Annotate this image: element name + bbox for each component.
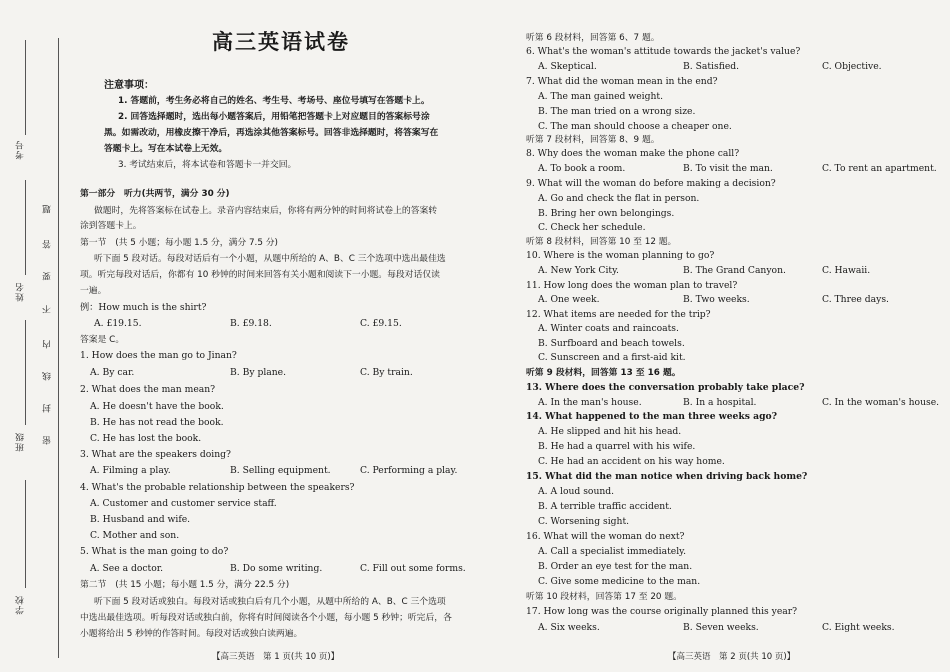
seal-char: 线 <box>43 372 53 381</box>
option: A. The man gained weight. <box>538 91 664 102</box>
question-7: 7. What did the woman mean in the end? <box>526 76 718 87</box>
question-10: 10. Where is the woman planning to go? <box>526 250 715 261</box>
footer-right: 【高三英语 第 2 页(共 10 页)】 <box>668 652 796 662</box>
option: B. Two weeks. <box>683 294 750 305</box>
option: C. Give some medicine to the man. <box>538 576 701 587</box>
option: B. Seven weeks. <box>683 622 759 633</box>
question-16: 16. What will the woman do next? <box>526 531 685 542</box>
sec2-intro: 听下面 5 段对话或独白。每段对话或独白后有几个小题，从题中所给的 A、B、C 三个选项 <box>94 597 446 607</box>
part1-heading: 第一部分 听力(共两节，满分 30 分) <box>80 189 230 199</box>
option: A. He doesn't have the book. <box>90 401 224 412</box>
example-question: 例：How much is the shirt? <box>80 302 207 313</box>
option: C. Performing a play. <box>360 465 458 476</box>
question-2: 2. What does the man mean? <box>80 384 216 395</box>
option: C. Objective. <box>822 61 882 72</box>
sec2-intro: 小题将给出 5 秒钟的作答时间。每段对话或独白读两遍。 <box>80 629 303 639</box>
option: C. Fill out some forms. <box>360 563 466 574</box>
option: B. Do some writing. <box>230 563 323 574</box>
notice-line: 答题卡上。写在本试卷上无效。 <box>104 144 228 154</box>
footer-left: 【高三英语 第 1 页(共 10 页)】 <box>212 652 340 662</box>
option: B. In a hospital. <box>683 397 757 408</box>
option: C. Check her schedule. <box>538 222 646 233</box>
example-answer: 答案是 C。 <box>80 335 125 345</box>
question-6: 6. What's the woman's attitude towards the jacket's value? <box>526 46 801 57</box>
question-15: 15. What did the man notice when driving back home? <box>526 471 808 482</box>
page-title: 高三英语试卷 <box>212 30 350 54</box>
option: A. Six weeks. <box>538 622 600 633</box>
option: C. Worsening sight. <box>538 516 630 527</box>
notice-line: 黑。如需改动，用橡皮擦干净后，再选涂其他答案标号。回答非选择题时，将答案写在 <box>104 128 439 138</box>
seal-char: 封 <box>43 404 53 413</box>
option: B. Bring her own belongings. <box>538 208 675 219</box>
option: A. Call a specialist immediately. <box>538 546 687 557</box>
sec1-intro: 听下面 5 段对话。每段对话后有一个小题，从题中所给的 A、B、C 三个选项中选出最佳选 <box>94 254 446 264</box>
material-heading: 听第 7 段材料，回答第 8、9 题。 <box>526 135 660 145</box>
option: C. He had an accident on his way home. <box>538 456 725 467</box>
option: B. A terrible traffic accident. <box>538 501 672 512</box>
option: A. To book a room. <box>538 163 626 174</box>
option: C. Hawaii. <box>822 265 871 276</box>
question-3: 3. What are the speakers doing? <box>80 449 231 460</box>
option: C. Three days. <box>822 294 889 305</box>
option: C. To rent an apartment. <box>822 163 937 174</box>
xingming-blank <box>25 180 26 275</box>
seal-char: 题 <box>43 205 53 214</box>
notice-line: 1. 答题前，考生务必将自己的姓名、考生号、考场号、座位号填写在答题卡上。 <box>118 96 430 106</box>
example-option: A. £19.15. <box>94 318 142 329</box>
option: A. See a doctor. <box>90 563 164 574</box>
option: A. A loud sound. <box>538 486 615 497</box>
label-kaohao: 考号 <box>16 140 26 160</box>
seal-char: 要 <box>43 272 53 281</box>
sec1-heading: 第一节 (共 5 小题；每小题 1.5 分，满分 7.5 分) <box>80 238 278 248</box>
example-option: C. £9.15. <box>360 318 402 329</box>
question-13: 13. Where does the conversation probably take place? <box>526 382 805 393</box>
option: B. Order an eye test for the man. <box>538 561 693 572</box>
label-xingming: 姓名 <box>16 282 26 302</box>
question-12: 12. What items are needed for the trip? <box>526 309 711 320</box>
option: C. The man should choose a cheaper one. <box>538 121 732 132</box>
sec2-heading: 第二节 (共 15 小题；每小题 1.5 分，满分 22.5 分) <box>80 580 290 590</box>
question-5: 5. What is the man going to do? <box>80 546 229 557</box>
option: C. He has lost the book. <box>90 433 202 444</box>
seal-char: 不 <box>43 305 53 314</box>
question-4: 4. What's the probable relationship between the speakers? <box>80 482 355 493</box>
option: B. He had a quarrel with his wife. <box>538 441 696 452</box>
option: A. One week. <box>538 294 600 305</box>
seal-char: 密 <box>43 436 53 445</box>
seal-char: 答 <box>43 240 53 249</box>
option: A. Skeptical. <box>538 61 597 72</box>
question-8: 8. Why does the woman make the phone call? <box>526 148 740 159</box>
option: B. He has not read the book. <box>90 417 224 428</box>
option: B. By plane. <box>230 367 287 378</box>
option: B. Selling equipment. <box>230 465 331 476</box>
label-xuexiao: 学校 <box>16 595 26 615</box>
question-14: 14. What happened to the man three weeks ago? <box>526 411 778 422</box>
option: A. He slipped and hit his head. <box>538 426 682 437</box>
sec1-intro: 一遍。 <box>80 286 107 296</box>
binding-margin <box>0 0 72 672</box>
question-9: 9. What will the woman do before making a decision? <box>526 178 776 189</box>
part1-intro: 涂到答题卡上。 <box>80 221 142 231</box>
option: A. In the man's house. <box>538 397 642 408</box>
option: C. Eight weeks. <box>822 622 895 633</box>
option: A. Customer and customer service staff. <box>90 498 277 509</box>
option: A. By car. <box>90 367 135 378</box>
notice-heading: 注意事项： <box>104 80 154 91</box>
option: B. Satisfied. <box>683 61 740 72</box>
notice-line: 2. 回答选择题时，选出每小题答案后，用铅笔把答题卡上对应题目的答案标号涂 <box>118 112 430 122</box>
material-heading: 听第 8 段材料，回答第 10 至 12 题。 <box>526 237 677 247</box>
option: C. Mother and son. <box>90 530 180 541</box>
question-11: 11. How long does the woman plan to travel? <box>526 280 738 291</box>
material-heading: 听第 10 段材料，回答第 17 至 20 题。 <box>526 592 682 602</box>
option: C. By train. <box>360 367 413 378</box>
option: B. Surfboard and beach towels. <box>538 338 685 349</box>
option: C. In the woman's house. <box>822 397 940 408</box>
option: B. Husband and wife. <box>90 514 191 525</box>
binding-line <box>58 38 59 658</box>
option: A. New York City. <box>538 265 619 276</box>
notice-line: 3. 考试结束后，将本试卷和答题卡一并交回。 <box>118 160 297 170</box>
seal-char: 内 <box>43 340 53 349</box>
banji-blank <box>25 320 26 425</box>
option: A. Winter coats and raincoats. <box>538 323 679 334</box>
label-banji: 班级 <box>16 432 26 452</box>
option: B. The man tried on a wrong size. <box>538 106 696 117</box>
material-heading: 听第 9 段材料，回答第 13 至 16 题。 <box>526 368 681 378</box>
part1-intro: 做题时，先将答案标在试卷上。录音内容结束后，你将有两分钟的时间将试卷上的答案转 <box>94 206 438 216</box>
question-1: 1. How does the man go to Jinan? <box>80 350 237 361</box>
option: B. The Grand Canyon. <box>683 265 786 276</box>
sec2-intro: 中选出最佳选项。听每段对话或独白前，你将有时间阅读各个小题，每小题 5 秒钟；听完后，各 <box>80 613 452 623</box>
question-17: 17. How long was the course originally planned this year? <box>526 606 798 617</box>
kaohao-blank <box>25 40 26 135</box>
option: A. Go and check the flat in person. <box>538 193 700 204</box>
option: A. Filming a play. <box>90 465 171 476</box>
xuexiao-blank <box>25 480 26 588</box>
material-heading: 听第 6 段材料，回答第 6、7 题。 <box>526 33 660 43</box>
option: B. To visit the man. <box>683 163 773 174</box>
example-option: B. £9.18. <box>230 318 272 329</box>
sec1-intro: 项。听完每段对话后，你都有 10 秒钟的时间来回答有关小题和阅读下一小题。每段对话仅读 <box>80 270 440 280</box>
option: C. Sunscreen and a first-aid kit. <box>538 352 686 363</box>
